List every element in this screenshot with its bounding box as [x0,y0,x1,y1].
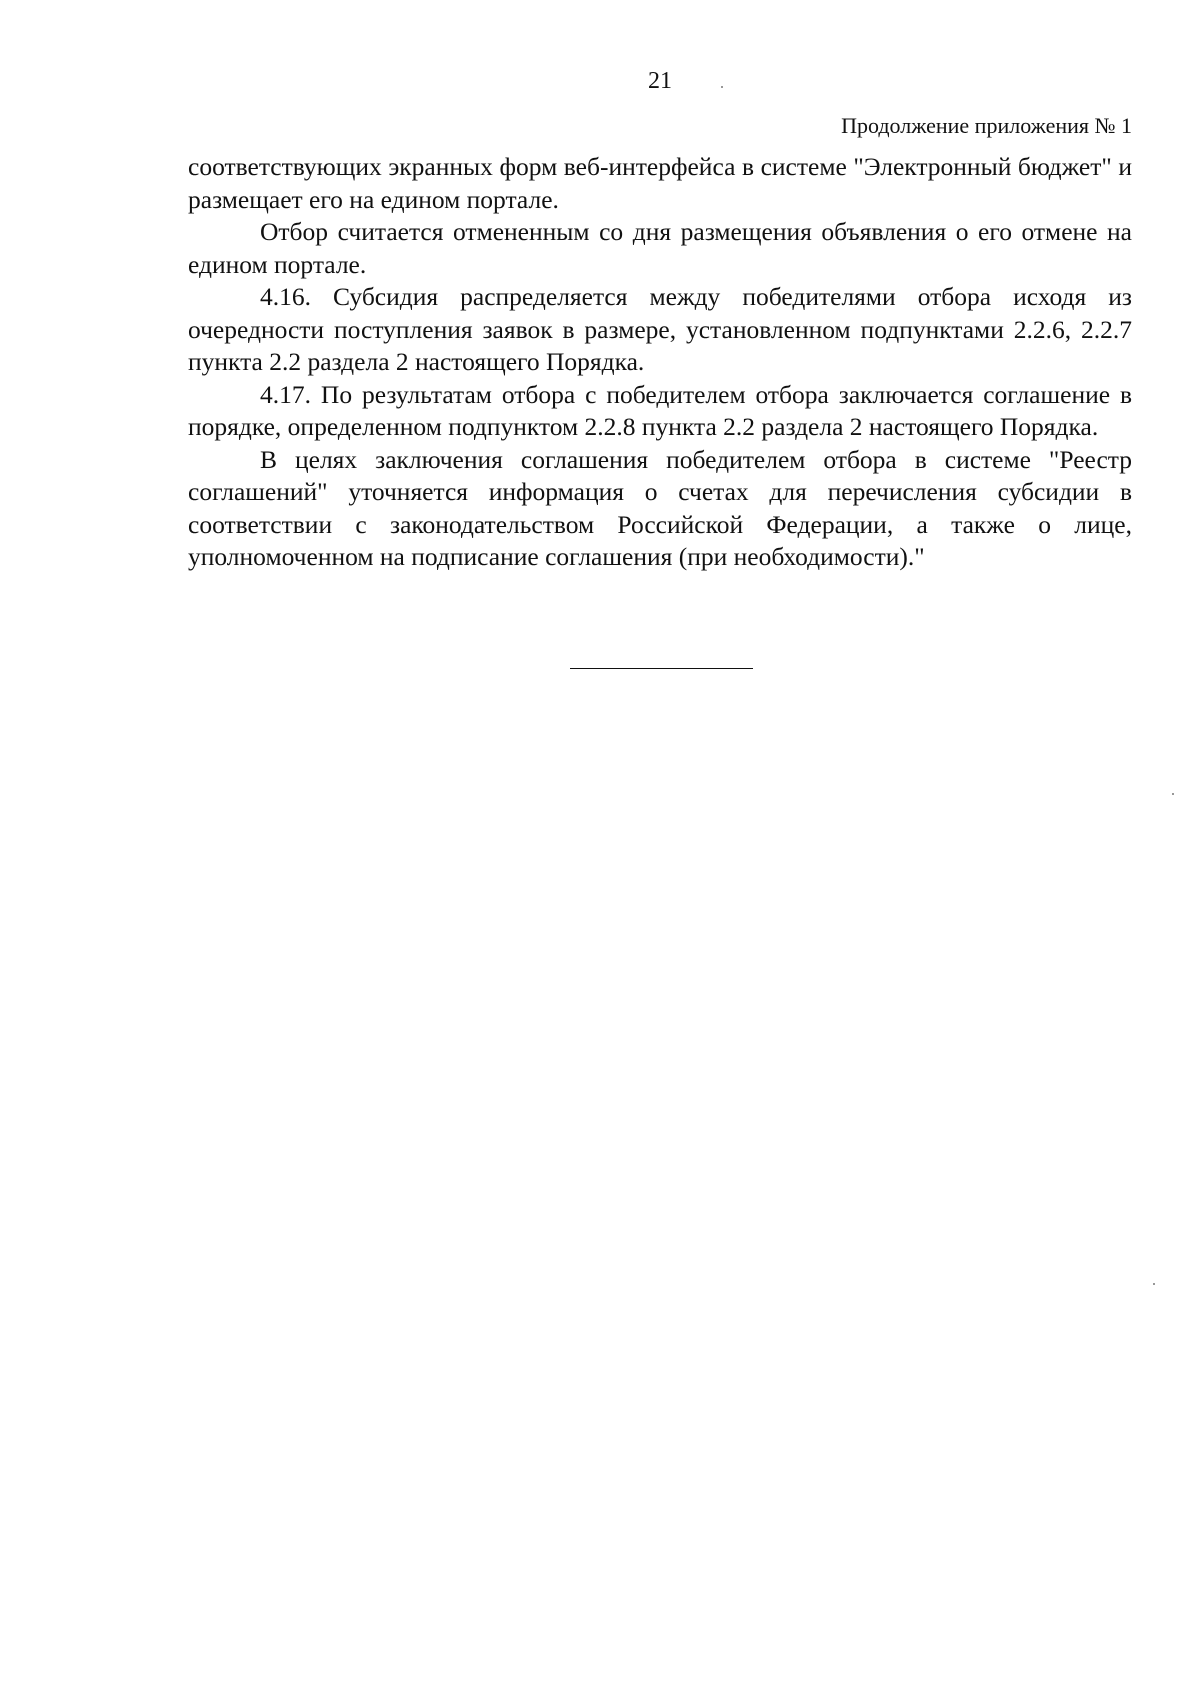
paragraph-agreement-register: В целях заключения соглашения победителем отбора в системе "Реестр соглашений" уточняется информация о счетах для перечисления субсидии в соответствии с законодательством Российской Федерации, а также о лице, уполномоченном на подписание соглашения (при необходимости)." [188,444,1132,571]
document-body [188,151,1132,574]
paragraph-4-17: 4.17. По результатам отбора с победителем отбора заключается соглашение в порядке, определенном подпунктом 2.2.8 пункта 2.2 раздела 2 настоящего Порядка. [188,379,1132,441]
paragraph-4-16: 4.16. Субсидия распределяется между победителями отбора исходя из очередности поступления заявок в размере, установленном подпунктами 2.2.6, 2.2.7 пункта 2.2 раздела 2 настоящего Порядка. [188,282,1132,376]
closing-divider-line [570,668,753,669]
appendix-continuation-note: Продолжение приложения № 1 [841,113,1132,138]
scan-speck-mark [1153,1283,1155,1285]
paragraph-selection-cancelled: Отбор считается отмененным со дня размещения объявления о его отмене на едином портале. [188,217,1132,279]
page-number: 21 [648,68,672,94]
scan-speck-mark [721,86,723,88]
paragraph-continuation: соответствующих экранных форм веб-интерфейса в системе "Электронный бюджет" и размещает его на едином портале. [188,152,1132,214]
scan-speck-mark [1172,793,1174,795]
